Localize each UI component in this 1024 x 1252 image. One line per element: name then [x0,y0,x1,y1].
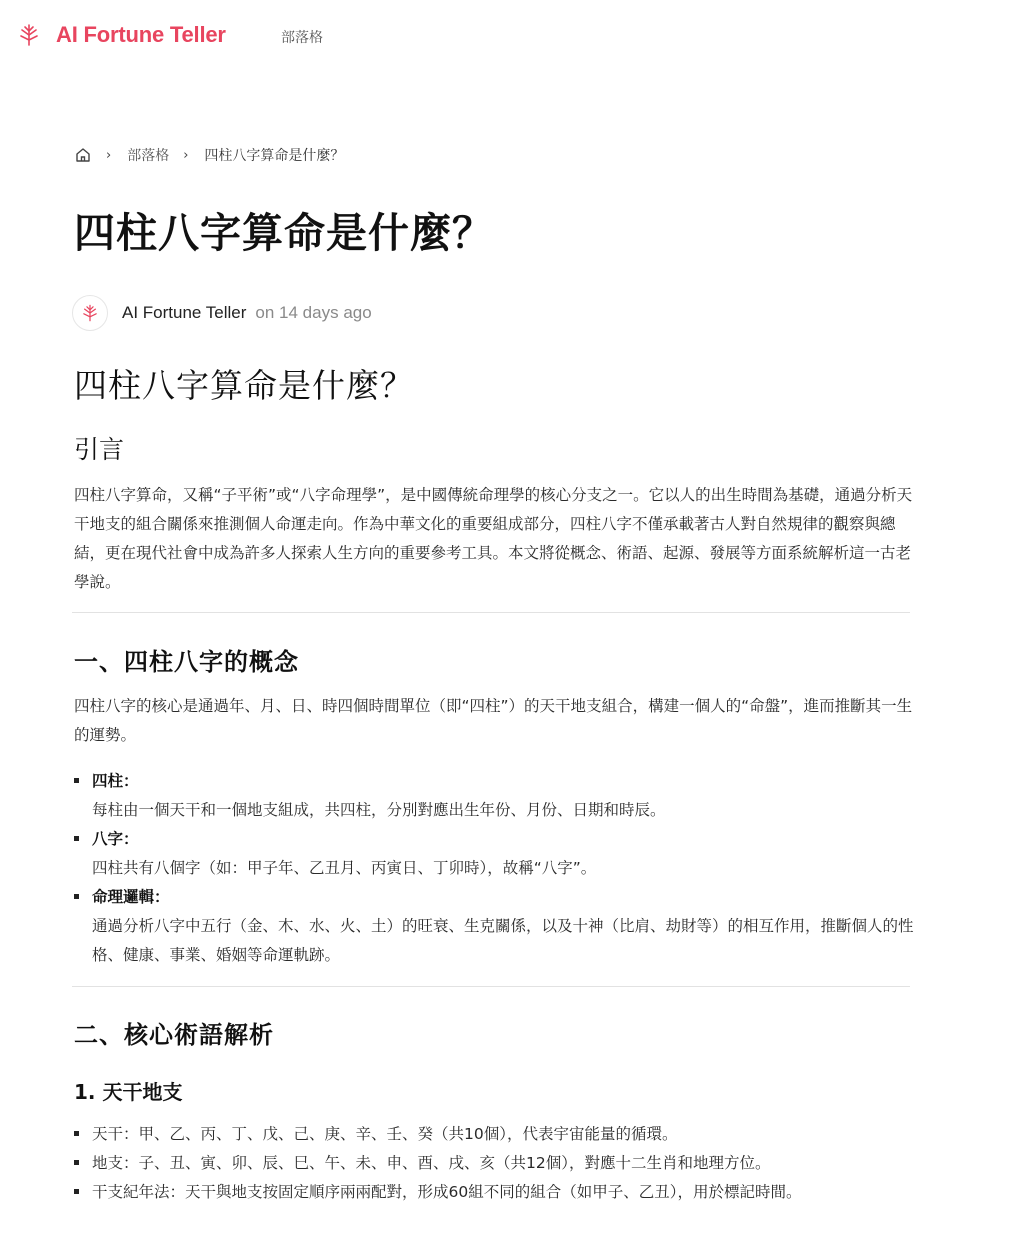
list-item-desc: 天干與地支按固定順序兩兩配對，形成60組不同的組合（如甲子、乙丑），用於標記時間。 [185,1183,802,1201]
chevron-right-icon: › [106,147,112,163]
list-item [74,767,914,825]
article-heading: 四柱八字算命是什麼？ [74,366,414,405]
list-item [74,883,914,970]
divider [72,612,910,613]
brand-name[interactable]: AI Fortune Teller [56,22,226,47]
list-item [74,1149,914,1178]
section2-list [74,1120,914,1207]
list-item-desc: 甲、乙、丙、丁、戊、己、庚、辛、壬、癸（共10個），代表宇宙能量的循環。 [138,1125,678,1143]
breadcrumb [74,144,344,166]
list-item-desc: 每柱由一個天干和一個地支組成，共四柱，分別對應出生年份、月份、日期和時辰。 [92,801,666,819]
list-item-term: 干支紀年法： [92,1183,186,1201]
section1-paragraph: 四柱八字的核心是通過年、月、日、時四個時間單位（即“四柱”）的天干地支組合，構建一個人的“命盤”，進而推斷其一生的運勢。 [74,697,913,744]
author-meta [72,294,372,332]
section2-heading: 二、核心術語解析 [74,1021,274,1049]
brand-logo-icon[interactable] [16,22,42,48]
list-item-term: 命理邏輯： [92,888,170,906]
list-item-desc: 四柱共有八個字（如：甲子年、乙丑月、丙寅日、丁卯時），故稱“八字”。 [92,859,597,877]
list-item-term: 天干： [92,1125,139,1143]
list-item [74,825,914,883]
list-item-desc: 通過分析八字中五行（金、木、水、火、土）的旺衰、生克關係，以及十神（比肩、劫財等）的相互作用，推斷個人的性格、健康、事業、婚姻等命運軌跡。 [92,917,914,964]
list-item [74,1120,914,1149]
list-item [74,1178,914,1207]
top-navbar [0,0,1024,72]
section1-heading: 一、四柱八字的概念 [74,648,299,676]
home-icon[interactable] [74,146,92,164]
breadcrumb-blog[interactable]: 部落格 [127,148,170,164]
page-title: 四柱八字算命是什麼？ [74,209,494,257]
intro-heading: 引言 [74,435,125,464]
section2-subheading: 1. 天干地支 [74,1080,183,1104]
list-item-term: 地支： [92,1154,139,1172]
list-item-term: 四柱： [92,772,139,790]
chevron-right-icon: › [183,147,189,163]
divider [72,986,910,987]
post-date: on 14 days ago [255,303,372,322]
brand-logo-icon [80,303,100,323]
breadcrumb-current: 四柱八字算命是什麼？ [204,148,345,164]
section1-list [74,767,914,970]
nav-link-blog[interactable]: 部落格 [281,30,323,46]
intro-paragraph: 四柱八字算命，又稱“子平術”或“八字命理學”，是中國傳統命理學的核心分支之一。它以人的出生時間為基礎，通過分析天干地支的組合關係來推測個人命運走向。作為中華文化的重要組成部分，四柱八字不僅承載著古人對自然規律的觀察與總結，更在現代社會中成為許多人探索人生方向的重要參考工具。本文將從概念、術語、起源、發展等方面系統解析這一古老學說。 [74,486,913,591]
avatar[interactable] [72,295,108,331]
list-item-term: 八字： [92,830,139,848]
author-name[interactable]: AI Fortune Teller [122,303,247,322]
list-item-desc: 子、丑、寅、卯、辰、巳、午、未、申、酉、戌、亥（共12個），對應十二生肖和地理方位。 [138,1154,771,1172]
